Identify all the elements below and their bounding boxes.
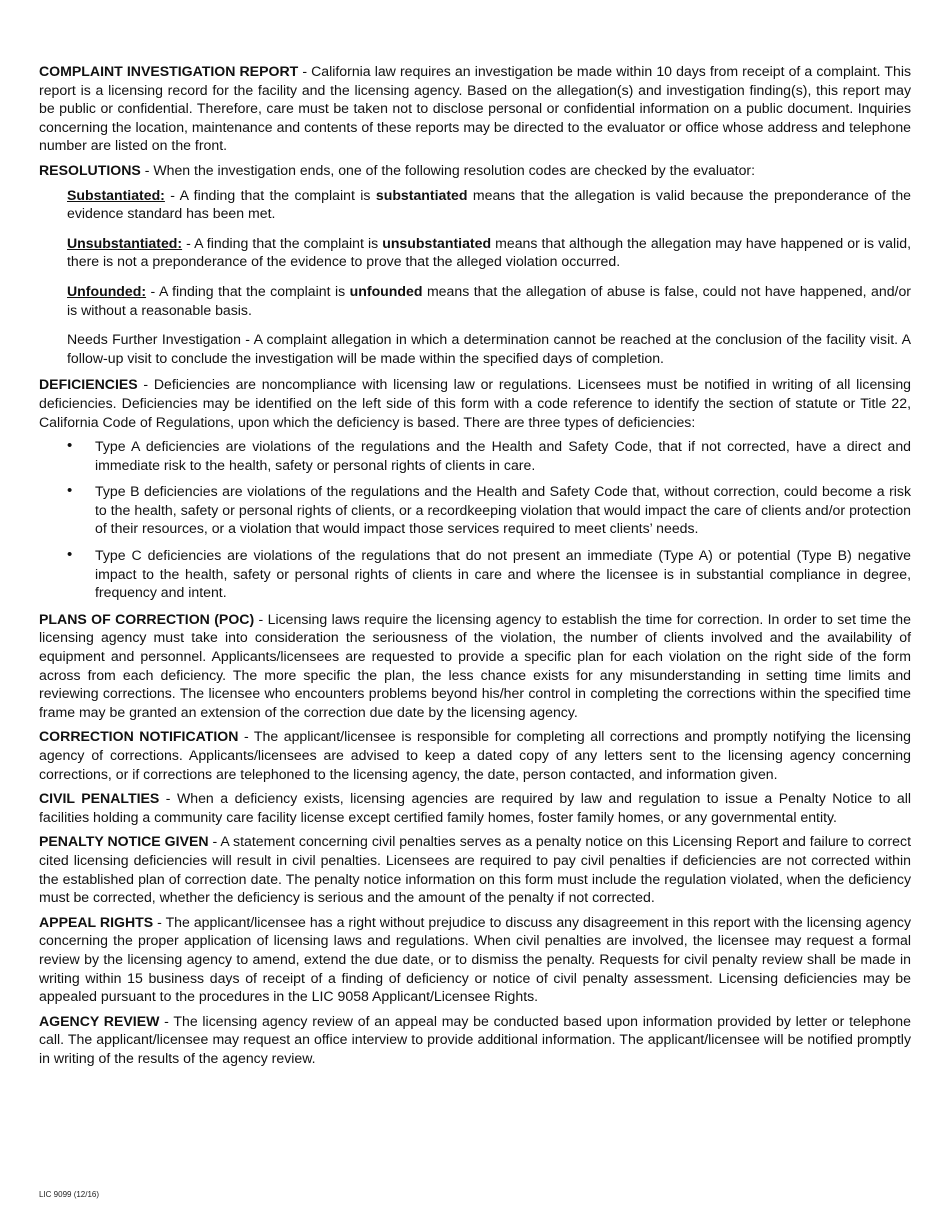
correction-text: - The applicant/licensee is responsible for completing all corrections and promptly notifying the licensing agency of corrections. Applicants/licensees are advised to keep a dated copy of any letters sent to the licensing agency concerning corrections, or if corrections are telephoned to the licensing agency, the date, person contacted, and information given. [39,728,911,782]
penalty-notice-paragraph [39,832,911,906]
appeal-rights-heading: APPEAL RIGHTS [39,913,154,930]
appeal-rights-text: - The applicant/licensee has a right without prejudice to discuss any disagreement in this report with the licensing agency concerning the proper application of licensing laws and regulations. When civil penalties are involved, the licensee may request a formal review by the licensing agency to amend, extend the due date, or to dismiss the penalty. Requests for civil penalty review shall be made in writing within 15 business days of receipt of a finding of deficiency or notice of civil penalty assessment. Licensing deficiencies may be appealed pursuant to the procedures in the LIC 9058 Applicant/Licensee Rights. [39,913,911,1005]
unsubstantiated-text-post: means that although the allegation may have happened or is valid, there is not a preponderance of the evidence to prove that the alleged violation occurred. [67,234,911,270]
agency-review-paragraph [39,1012,911,1068]
resolutions-heading: RESOLUTIONS [39,161,141,178]
deficiencies-paragraph [39,375,911,431]
bullet-icon: • [67,482,73,500]
unsubstantiated-text-pre: - A finding that the complaint is [182,234,383,251]
intro-heading: COMPLAINT INVESTIGATION REPORT [39,63,299,79]
intro-paragraph [39,62,911,155]
unsubstantiated-label: Unsubstantiated: [67,234,183,251]
penalty-notice-heading: PENALTY NOTICE GIVEN [39,833,209,850]
unsubstantiated-paragraph [67,234,911,271]
correction-heading: CORRECTION NOTIFICATION [39,728,239,745]
substantiated-term: substantiated [375,186,468,203]
resolutions-text: - When the investigation ends, one of the following resolution codes are checked by the evaluator: [140,161,756,178]
type-c-text: Type C deficiencies are violations of the regulations that do not present an immediate (Type A) or potential (Type B) negative impact to the health, safety or personal rights of clients in care and where the licensee is in substantial compliance in degree, frequency and intent. [95,547,911,601]
list-item [39,437,911,474]
further-investigation-paragraph: Needs Further Investigation - A complaint allegation in which a determination cannot be reached at the conclusion of the facility visit. A follow-up visit to conclude the investigation will be made within the specified days of completion. [67,331,911,366]
list-item [39,482,911,538]
poc-heading: PLANS OF CORRECTION (POC) [39,610,255,627]
deficiency-types-list [39,437,911,602]
substantiated-label: Substantiated: [67,186,165,203]
substantiated-text-pre: - A finding that the complaint is [164,186,376,203]
bullet-icon: • [67,437,73,455]
correction-paragraph [39,727,911,783]
civil-penalties-text: - When a deficiency exists, licensing agencies are required by law and regulation to issue a Penalty Notice to all facilities holding a community care facility license except certified family homes, foster family homes, or any governmental entity. [39,790,911,825]
bullet-icon: • [67,546,73,564]
unfounded-label: Unfounded: [67,282,147,299]
report-document [39,62,911,1074]
unfounded-text-post: means that the allegation of abuse is false, could not have happened, and/or is without a reasonable basis. [67,282,912,318]
unsubstantiated-term: unsubstantiated [382,234,492,251]
deficiencies-text: - Deficiencies are noncompliance with licensing law or regulations. Licensees must be notified in writing of all licensing deficiencies. Deficiencies may be identified on the left side of this form with a code reference to identify the section of statute or Title 22, California Code of Regulations, upon which the deficiency is based. There are three types of deficiencies: [39,376,911,430]
substantiated-text-post: means that the allegation is valid because the preponderance of the evidence standard has been met. [67,186,911,222]
substantiated-paragraph [67,186,911,223]
type-a-text: Type A deficiencies are violations of the regulations and the Health and Safety Code, that if not corrected, have a direct and immediate risk to the health, safety or personal rights of clients in care. [95,438,911,473]
appeal-rights-paragraph [39,913,911,1006]
type-b-text: Type B deficiencies are violations of the regulations and the Health and Safety Code that, without correction, could become a risk to the health, safety or personal rights of clients, or a recordkeeping violation that would impact the care of clients and/or protection of their resources, or a violation that would impact those services required to meet clients’ needs. [95,483,911,537]
intro-text: - California law requires an investigation be made within 10 days from receipt of a complaint. This report is a licensing record for the facility and the licensing agency. Based on the allegation(s) and investigation finding(s), this report may be public or confidential. Therefore, care must be taken not to disclose personal or confidential information on a public document. Inquiries concerning the location, maintenance and contents of these reports may be directed to the evaluator or office whose address and telephone number are listed on the front. [39,63,911,154]
resolutions-paragraph [39,161,911,180]
deficiencies-heading: DEFICIENCIES [39,376,138,393]
list-item [39,546,911,602]
civil-penalties-paragraph [39,789,911,826]
agency-review-text: - The licensing agency review of an appeal may be conducted based upon information provided by letter or telephone call. The applicant/licensee may request an office interview to provide additional information. The applicant/licensee will be notified promptly in writing of the results of the agency review. [39,1012,911,1066]
agency-review-heading: AGENCY REVIEW [39,1012,160,1029]
unfounded-term: unfounded [349,282,423,299]
poc-paragraph [39,610,911,722]
penalty-notice-text: - A statement concerning civil penalties serves as a penalty notice on this Licensing Report and failure to correct cited licensing deficiencies will result in civil penalties. Licensees are required to pay civil penalties if deficiencies are not corrected within the established plan of correction date. The penalty notice information on this form must include the regulation violated, when the deficiency must be corrected, whether the deficiency is serious and the amount of the penalty if not corrected. [39,833,911,906]
unfounded-text-pre: - A finding that the complaint is [146,282,350,299]
poc-text: - Licensing laws require the licensing agency to establish the time for correction. In order to set time the licensing agency must take into consideration the seriousness of the violation, the number of clients involved and the availability of equipment and personnel. Applicants/licensees are requested to provide a specific plan for each violation on the right side of the form across from each deficiency. The more specific the plan, the less chance exists for any misunderstanding in setting time limits and reviewing corrections. The licensee who encounters problems beyond his/her control in completing the corrections within the specified time frame may be granted an extension of the correction due date by the licensing agency. [39,610,911,720]
unfounded-paragraph [67,282,911,319]
civil-penalties-heading: CIVIL PENALTIES [39,790,160,807]
form-number: LIC 9099 (12/16) [39,1190,100,1199]
